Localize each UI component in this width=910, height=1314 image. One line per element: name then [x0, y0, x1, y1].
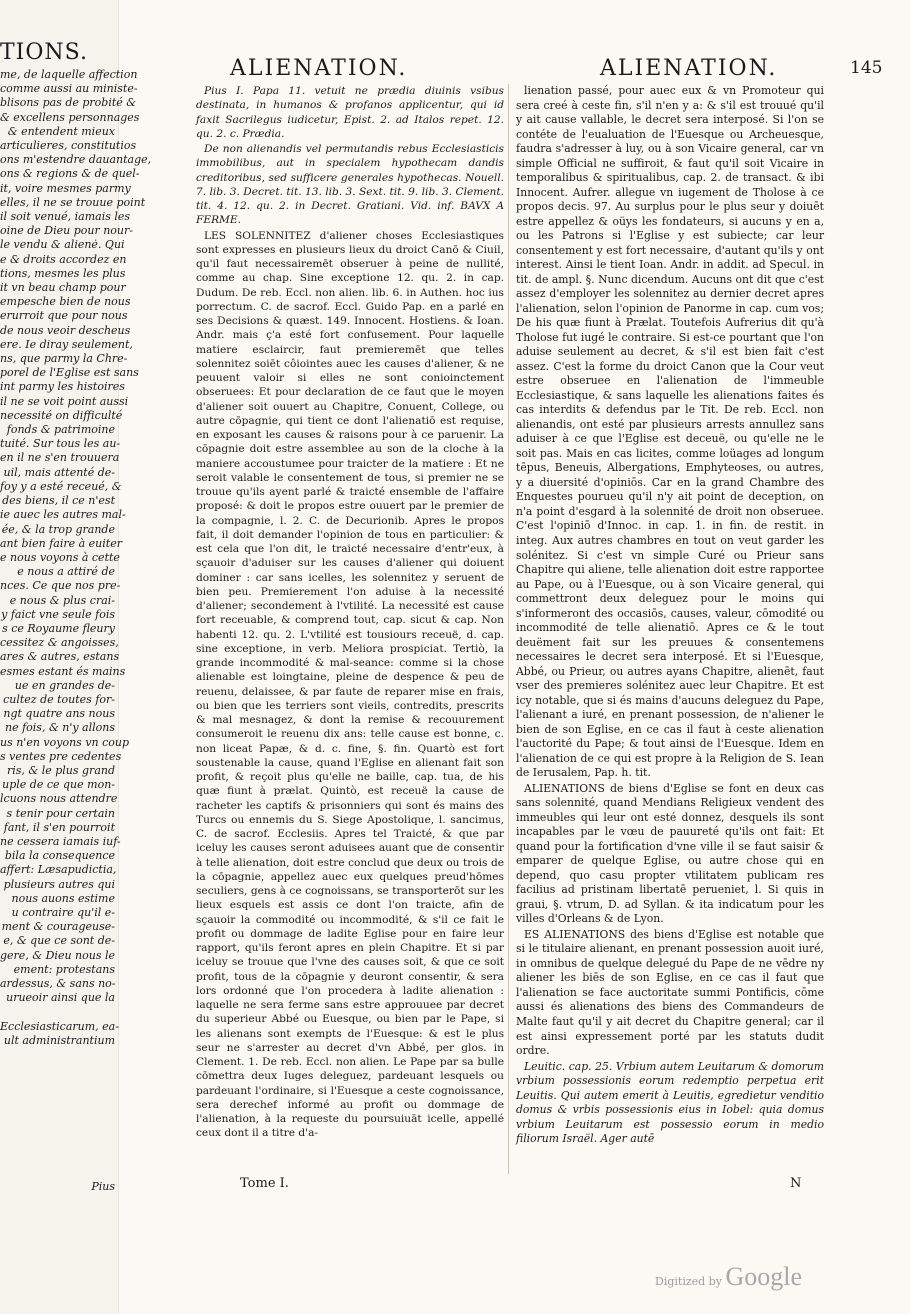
adjacent-page-line: articulieres, constitutios	[0, 139, 137, 153]
adjacent-page-line: il ne se voit point aussi	[0, 394, 129, 408]
adjacent-page-line: ngt quatre ans nous	[3, 707, 115, 721]
adjacent-page-line: ns, que parmy la Chre-	[0, 352, 128, 366]
volume-label: Tome I.	[240, 1176, 289, 1191]
adjacent-page-line: des biens, il ce n'est	[2, 494, 115, 508]
adjacent-page-line: ne cessera iamais iuf-	[0, 834, 121, 848]
paragraph: Pius I. Papa 11. vetuit ne prædia diuinis vsibus destinata, in humanos & profanos applicentur, qui id faxit Sacrilegus iudicetur, Epist. 2. ad Italos repet. 12. qu. 2. c. Prædia.	[196, 85, 504, 140]
adjacent-page-line: e nous voyons à cette	[0, 550, 120, 564]
adjacent-page-line: ue en grandes de-	[14, 678, 115, 692]
adjacent-page-line: ée, & la trop grande	[1, 522, 115, 536]
paragraph: De non alienandis vel permutandis rebus Ecclesiasticis immobilibus, aut in specialem hypothecam dandis creditoribus, sed sufficere generales hypothecas. Nouell. 7. lib. 3. Decret. tit. 13. lib. 3. Sext. tit. 9. lib. 3. Clement. tit. 4. 12. qu. 2. in Decret. Gratiani. Vid. inf. BAVX A FERME.	[196, 143, 504, 227]
adjacent-page-line: ardessus, & sans no-	[0, 977, 116, 990]
adjacent-page-line: foy y a esté receué, &	[0, 479, 122, 493]
adjacent-page-line: fonds & patrimoine	[6, 423, 115, 437]
adjacent-page-line: int parmy les histoires	[0, 380, 125, 394]
adjacent-page-line: fant, il s'en pourroit	[3, 820, 115, 834]
adjacent-page-line: nous auons estime	[11, 891, 115, 905]
adjacent-page-line: uple de ce que mon-	[2, 778, 115, 792]
adjacent-page-line: & excellens personnages	[0, 110, 140, 124]
adjacent-page-line: s ventes pre cedentes	[0, 749, 122, 763]
adjacent-page-line: ares & autres, estans	[0, 650, 120, 664]
adjacent-page-text	[0, 68, 152, 1048]
adjacent-page-line: de nous veoir descheus	[0, 323, 131, 337]
adjacent-page-gutter	[0, 0, 152, 1314]
adjacent-page-line: il soit venué, iamais les	[0, 210, 131, 224]
paragraph: LES SOLENNITEZ d'aliener choses Ecclesiastiques sont expresses en plusieurs lieux du droict Canō & Ciuil, qu'il faut necessairemēt obseruer à peine de nullité, comme au chap. Sine exceptione 12. qu. 2. in cap. Dudum. De reb. Eccl. non alien. lib. 6. in Authen. hoc ius porrectum. C. de sacrof. Eccl. Guido Pap. en a parlé en ses Decisions & quæst. 149. Innocent. Hostiens. & Ioan. Andr. mais ç'a esté fort confusement. Pour laquelle matiere esclaircir, faut premieremēt que telles solennitez soiēt côiointes auec les causes d'aliener, & ne peuuent valoir si elles ne sont conioinctement obseruees: Et pour declaration de ce faut que le moyen d'aliener soit ouuert au Chapitre, Conuent, College, ou autre cōpagnie, qui tient ce dont l'alienatiō est requise, en exposant les causes & raisons pour à ce paruenir. La cōpagnie doit estre assemblee au son de la cloche à la maniere accoustumee pour traicter de la matiere : Et ne seroit valable le consentement de tous, si premier ne se trouue qu'ils ayent parlé & traicté ensemble de l'affaire proposé: & doit le propos estre ouuert par le premier de la compagnie, l. 2. C. de Decurionib. Apres le propos fait, il doit demander l'opinion de tous en particulier: & est cela que l'on dit, le traicté necessaire d'entr'eux, à sçauoir d'aduiser sur les causes d'aliener qui doiuent dominer : car sans icelles, les solennitez y seruent de bien peu. Premierement l'on aduise à la necessité d'aliener; secondement à l'vtilité. La necessité est cause fort receuable, & comprend tout, cap. sicut & cap. Non habenti 12. qu. 2. L'vtilité est tousiours receuë, d. cap. sine exceptione, in verb. Meliora prospiciat. Tertiò, la grande incommodité & mal-seance: comme si la chose alienable est loingtaine, pleine de despence & peu de reuenu, delaissee, & par faute de reparer mise en frais, ou bien que les terriers sont vieils, contredits, prescrits & mal mesnagez, & dont la remise & recouurement consumeroit le reuenu dix ans: telle cause est bonne, c. non liceat Papæ, & d. c. fine, §. fin. Quartò est fort soustenable la cause, quand l'Eglise en alienant fait son profit, & reçoit plus qu'elle ne baille, cap. tua, de his quæ fiunt à prælat. Quintò, est receuë la cause de racheter les captifs & prisonniers qui sont és mains des Turcs ou ennemis du S. Siege Apostolique, l. sancimus, C. de sacrof. Ecclesiis. Apres tel Traicté, & que par iceluy les causes seront aduisees auant que de consentir à telle alienation, doit estre conclud que deux ou trois de la cōpagnie, appellez auec eux quelques preud'hōmes seculiers, gens à ce cognoissans, se transporterōt sur les lieux esquels est assis ce dont l'on traicte, afin de sçauoir la commodité ou incommodité, & s'il ce fait le profit ou dommage de ladite Eglise pour en faire leur rapport, qu'ils feront apres en plein Chapitre. Et si par iceluy se trouue que l'vne des causes soit, & que ce soit profit, tous de la cōpagnie y deuront consentir, & sera lors ordonné que l'on procedera à ladite alienation : laquelle ne sera ferme sans estre approuuee par decret du superieur Abbé ou Euesque, ou bien par le Pape, si les alienans sont exempts de l'Euesque: & est le plus seur ne s'arrester au decret d'vn Abbé, per glos. in Clement. 1. De reb. Eccl. non alien. Le Pape par sa bulle cōmettra deux Iuges deleguez, pardeuant lesquels ou pardeuant l'ordinaire, si l'Euesque a ceste cognoissance, sera derechef informé au profit ou dommage de l'alienation, à la requeste du poursuiuāt icelle, appellé ceux dont il a titre d'a-	[196, 229, 504, 1140]
adjacent-page-line: elles, il ne se trouue point	[0, 195, 146, 209]
paragraph: ES ALIENATIONS des biens d'Eglise est notable que si le titulaire alienant, en prenant possession auoit iuré, in omnibus de quelque delegué du Pape de ne vēdre ny aliener les biēs de son Eglise, en ce cas il faut que l'alienation se face auctoritate summi Pontificis, cōme aussi és alienations des biens des Commandeurs de Malte faut qu'il y ait decret du Chapitre general; car il est ainsi expressement porté par les statuts dudit ordre.	[516, 927, 824, 1058]
adjacent-page-line: esmes estant és mains	[0, 664, 126, 678]
signature-mark: N	[790, 1176, 802, 1191]
adjacent-page-line: e nous & plus crai-	[9, 593, 115, 607]
adjacent-page-line: erurroit que pour nous	[0, 309, 128, 323]
adjacent-page-line: blisons pas de probité &	[0, 96, 137, 110]
adjacent-page-line: y faict vne seule fois	[1, 607, 115, 621]
watermark-prefix: Digitized by	[655, 1275, 722, 1288]
adjacent-page-line: Ecclesiasticarum, ea-	[0, 1019, 119, 1033]
adjacent-page-line: gere, & Dieu nous le	[0, 948, 115, 962]
adjacent-page-catchword: Pius	[91, 1180, 115, 1193]
adjacent-page-line: me, de laquelle affection	[0, 68, 138, 81]
adjacent-page-line: bila la consequence	[4, 849, 115, 863]
adjacent-page-line: oine de Dieu pour nour-	[0, 224, 133, 238]
adjacent-page-line: us n'en voyons vn coup	[0, 735, 130, 749]
adjacent-page-line: cessitez & angoisses,	[0, 636, 119, 650]
adjacent-page-line: s tenir pour certain	[6, 806, 115, 820]
adjacent-page-line: tuité. Sur tous les au-	[0, 437, 121, 451]
adjacent-page-line: & entendent mieux	[7, 124, 115, 138]
adjacent-page-line: ie auec les autres mal-	[0, 508, 126, 522]
adjacent-page-line: ment & courageuse-	[1, 920, 115, 934]
digitization-watermark	[655, 1262, 802, 1292]
watermark-logo: Google	[725, 1262, 802, 1291]
adjacent-page-line: necessité on difficulté	[0, 408, 123, 422]
paragraph: Leuitic. cap. 25. Vrbium autem Leuitarum & domorum vrbium possessionis eorum redemptio perpetua erit Leuitis. Qui autem emerit à Leuitis, egredietur venditio domus & vrbis possessionis eius in Iobel: quia domus vrbium Leuitarum est possessio eorum in medio filiorum Israël. Ager autē	[516, 1059, 824, 1146]
page-number: 145	[850, 58, 883, 78]
adjacent-page-line: s ce Royaume fleury	[2, 621, 115, 635]
adjacent-page-line: comme aussi au ministe-	[0, 82, 138, 96]
adjacent-page-line: nces. Ce que nos pre-	[0, 579, 121, 593]
column-divider	[508, 84, 509, 1174]
adjacent-page-line	[0, 1005, 115, 1019]
adjacent-page-line: affert: Læsapudictia,	[0, 863, 117, 877]
adjacent-page-line: ne fois, & n'y allons	[5, 721, 115, 735]
adjacent-page-line: urueoir ainsi que la	[6, 991, 115, 1005]
adjacent-page-line: ris, & le plus grand	[7, 763, 115, 777]
adjacent-page-line: cultez de toutes for-	[3, 692, 115, 706]
adjacent-page-line: e & droits accordez en	[0, 252, 127, 266]
adjacent-page-line: lcuons nous attendre	[0, 792, 118, 806]
adjacent-page-line: en il ne s'en trouuera	[0, 451, 120, 465]
adjacent-page-line: e, & que ce sont de-	[3, 934, 115, 948]
adjacent-page-line: empesche bien de nous	[0, 295, 131, 309]
paragraph: ALIENATIONS de biens d'Eglise se font en deux cas sans solennité, quand Mendians Religieux vendent des immeubles qui leur ont esté donnez, desquels ils sont incapables par le vœu de pauureté qu'ils ont fait: Et quand pour la fortification d'vne ville il se faut saisir & emparer de quelque Eglise, ou autre chose qui en depend, quo casu propter vtilitatem publicam res facilius ad pristinam libertatē perueniet, l. Si quis in graui, §. vtrum, D. ad Syllan. & ita indicatum pour les villes d'Orleans & de Lyon.	[516, 781, 824, 926]
paragraph: lienation passé, pour auec eux & vn Promoteur qui sera creé à ceste fin, s'il n'en y a: & s'il est trouué qu'il y ait cause vallable, le decret sera interposé. Si l'on se contéte de l'eualuation de l'Euesque ou Archeuesque, faudra s'adresser à luy, ou à son Vicaire general, car vn simple Official ne suffiroit, & faut qu'il soit Vicaire in temporalibus & spiritualibus, cap. 2. de transact. & ibi Innocent. Aufrer. allegue vn iugement de Tholose à ce propos decis. 97. Au surplus pour le plus seur y doiuēt estre appellez & oüys les fondateurs, si aucuns y en a, ou les Patrons si l'Eglise y est subiecte; car leur consentement y est fort necessaire, d'autant qu'ils y ont interest. Ainsi le tient Ioan. Andr. in addit. ad Specul. in tit. de ampl. §. Nunc dicendum. Aucuns ont dit que c'est assez d'employer les solennitez au dernier decret apres l'alienation, selon l'opinion de Panorme in cap. cum vos; De his quæ fiunt à Prælat. Toutefois Aufrerius dit qu'à Tholose fut iugé le contraire. Si est-ce pourtant que l'on aduise seulement au decret, & s'il est bien fait c'est assez. C'est la forme du droict Canon que la Cour veut estre obseruee en l'alienation de l'immeuble Ecclesiastique, & sans laquelle les alienations faites és cas interdits & defendus par le Tit. De reb. Eccl. non alienandis, ont esté par plusieurs arrests annullez sans aduiser à ce que l'Eglise est deceuë, ou qu'elle ne le soit pas. Mais en cas licites, comme loüages ad longum tēpus, Beneuis, Albergations, Emphyteoses, ou autres, y a diuersité d'opiniōs. Car en la grand Chambre des Enquestes pourueu qu'il n'y ait point de deception, on n'a point d'esgard à la solennité de droit non obseruee. C'est l'opiniō d'Innoc. in cap. 1. in fin. de restit. in integ. Aux autres chambres en tout on veut garder les solénitez. Si c'est vn simple Curé ou Prieur sans Chapitre qui aliene, telle alienation doit estre rapportee au Pape, ou à l'Euesque, ou à son Vicaire general, qui commettront deux deleguez pour le moins qui s'informeront des occasiōs, causes, valeur, cōmodité ou incommodité de telle alienatiō. Apres ce & le tout deuëment fait sur les preuues & consentemens necessaires le decret sera interposé. Et si l'Euesque, Abbé, ou Prieur, ou autres ayans Chapitre, alienēt, faut vser des premieres solénitez auec leur Chapitre. Et est icy notable, que si és mains d'aucuns deleguez du Pape, l'alienant a iuré, en prenant possession, de n'aliener le bien de son Eglise, en ce cas il faut à ceste alienation l'auctorité du Pape; & tout ainsi de l'Euesque. Idem en l'alienation de ce qui est propre à la Religion de S. Iean de Ierusalem, Pap. h. tit.	[516, 84, 824, 780]
adjacent-page-line: ons m'estendre dauantage,	[0, 153, 152, 167]
adjacent-page-line: ons & regions & de quel-	[0, 167, 140, 181]
adjacent-page-line: it, voire mesmes parmy	[0, 181, 131, 195]
running-head-left: ALIENATION.	[230, 56, 408, 81]
adjacent-page-line: ement: protestans	[13, 962, 115, 976]
adjacent-page-line: plusieurs autres qui	[3, 877, 115, 891]
running-head-right: ALIENATION.	[600, 56, 778, 81]
text-column-left	[196, 84, 504, 1141]
text-column-right	[516, 84, 824, 1147]
adjacent-page-title: TIONS.	[0, 40, 88, 65]
adjacent-page-line: ere. Ie diray seulement,	[0, 337, 133, 351]
adjacent-page-line: le vendu & alienė. Qui	[0, 238, 125, 252]
adjacent-page-line: porel de l'Eglise est sans	[0, 366, 139, 380]
adjacent-page-line: tions, mesmes les plus	[0, 266, 126, 280]
adjacent-page-line: ult administrantium	[3, 1033, 115, 1047]
adjacent-page-line: e nous a attiré de	[17, 565, 115, 579]
adjacent-page-line: it vn beau champ pour	[0, 281, 126, 295]
adjacent-page-line: uil, mais attenté de-	[3, 465, 115, 479]
adjacent-page-line: u contraire qu'il e-	[11, 905, 115, 919]
adjacent-page-line: ant bien faire à euiter	[0, 536, 122, 550]
